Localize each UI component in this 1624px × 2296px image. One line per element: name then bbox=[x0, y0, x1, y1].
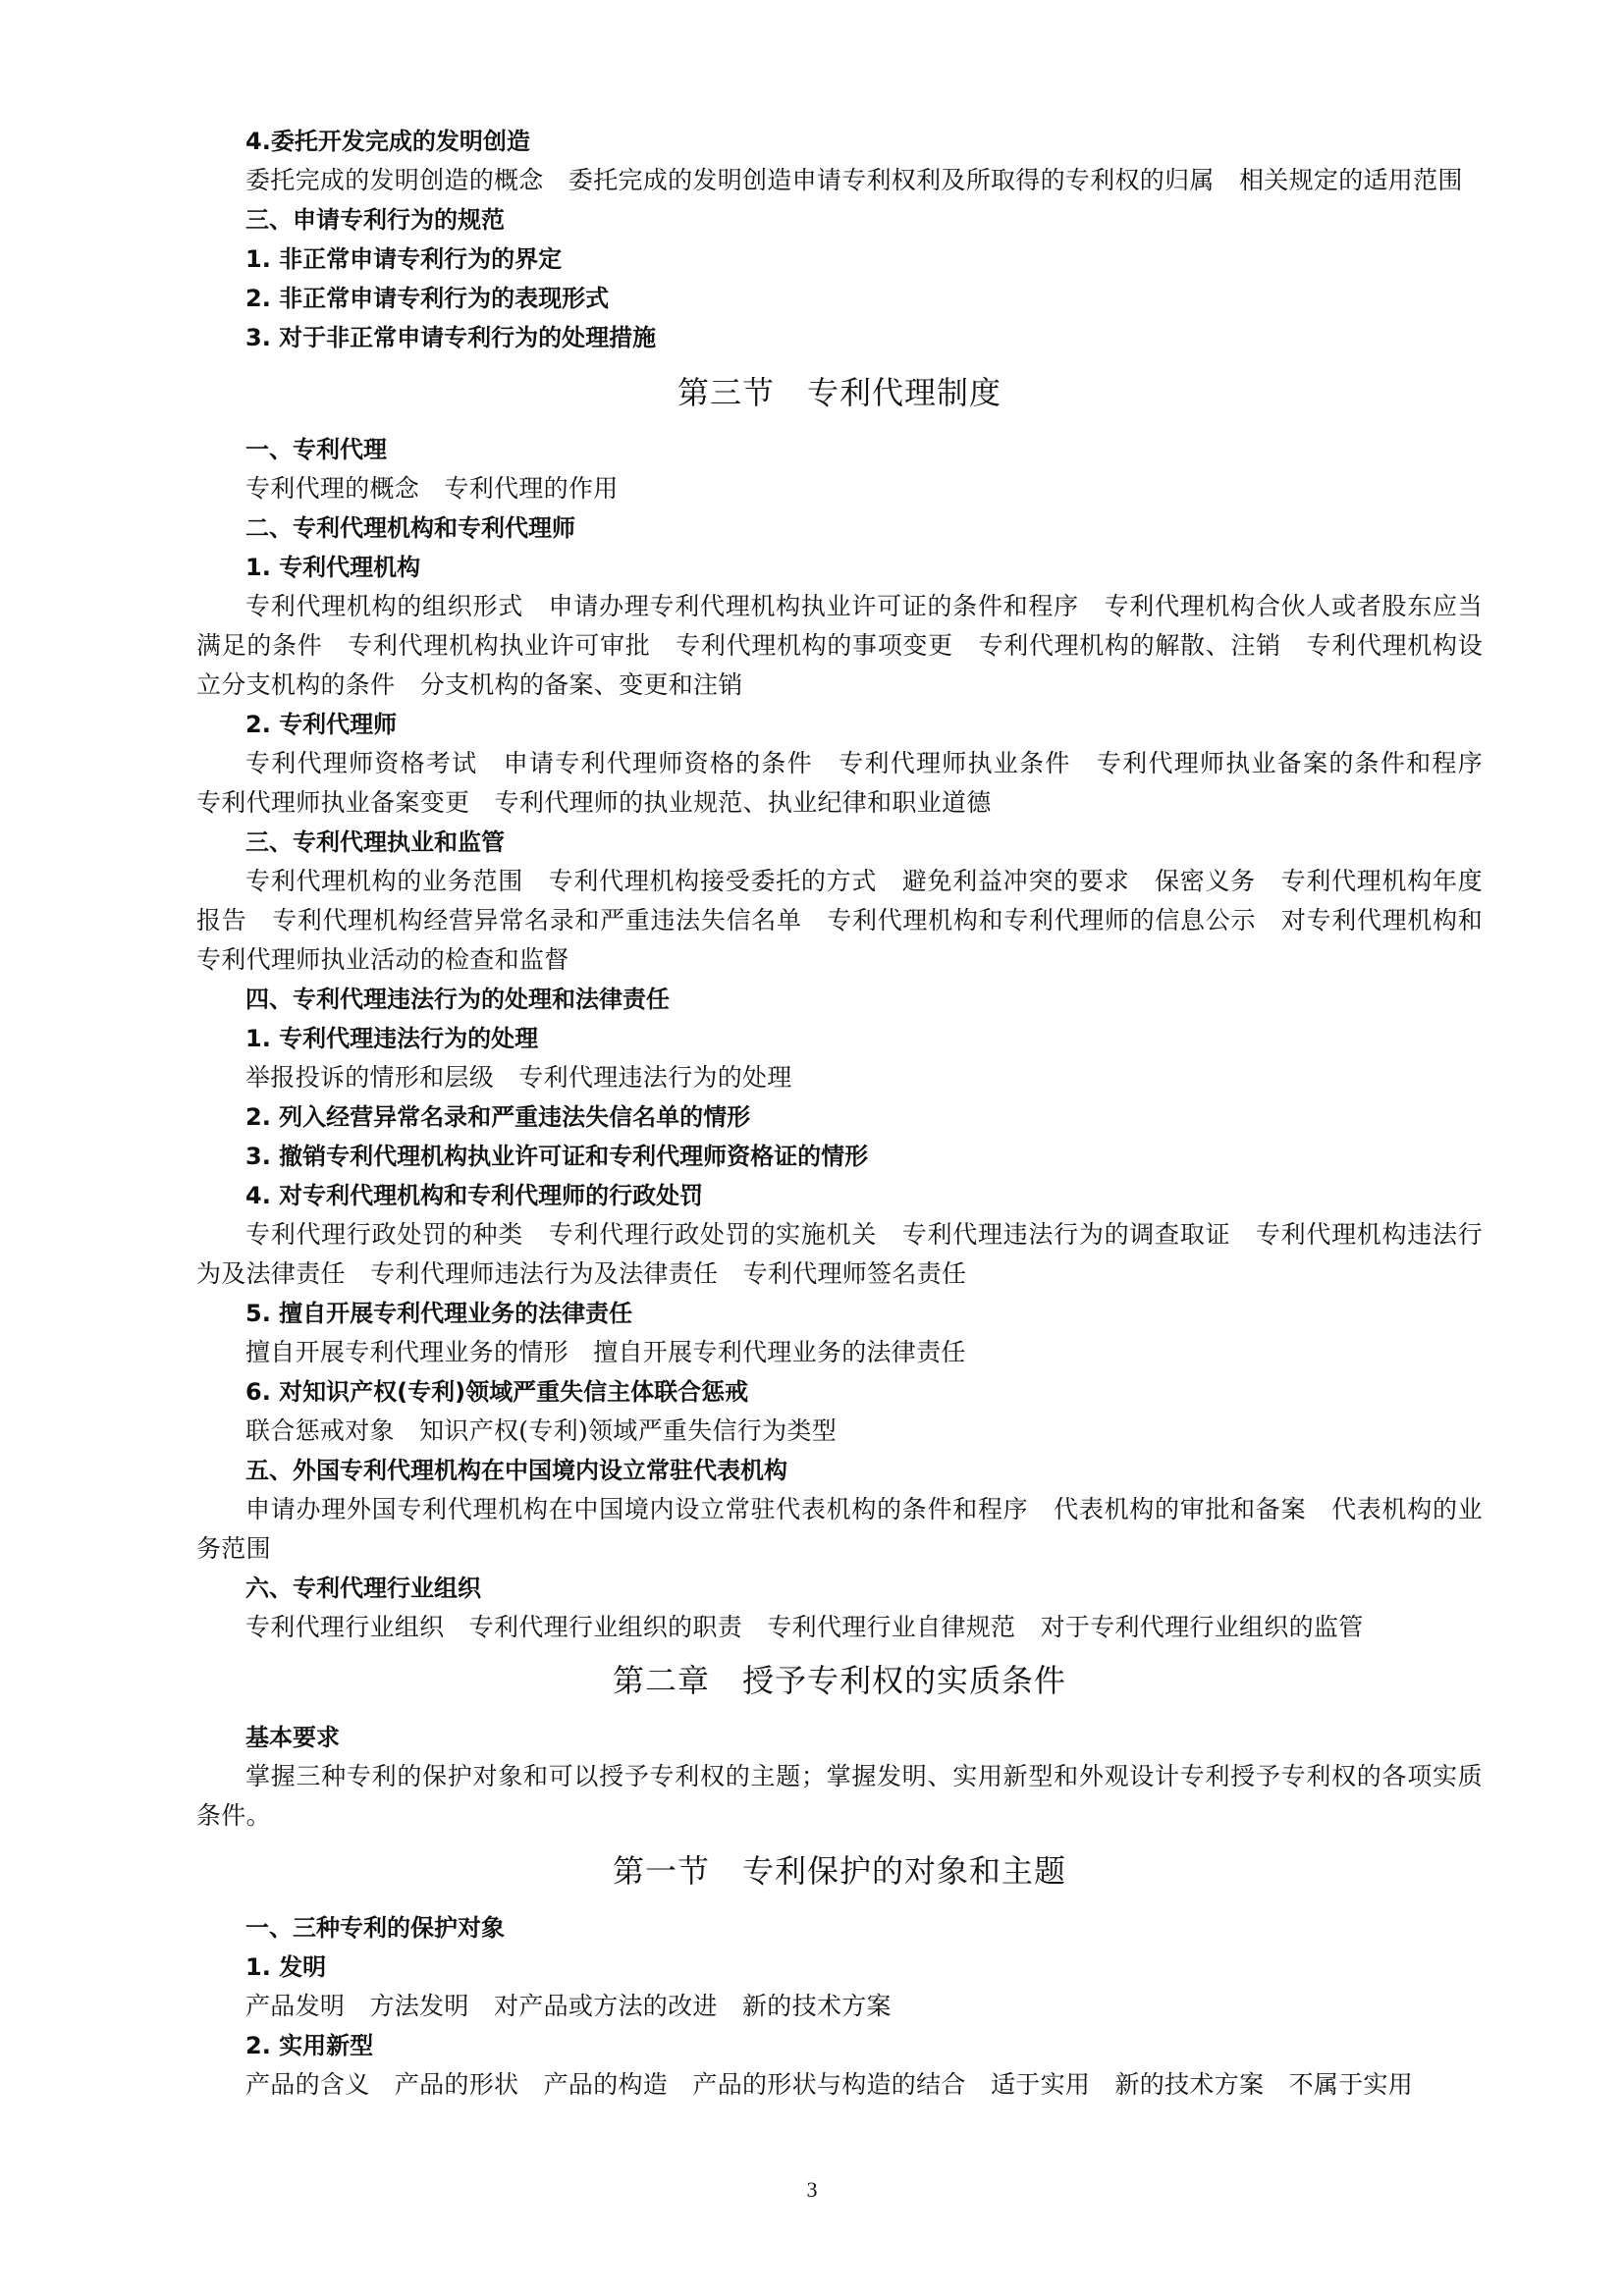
subheading: 2. 专利代理师 bbox=[245, 711, 398, 738]
subheading: 基本要求 bbox=[245, 1724, 340, 1751]
paragraph: 举报投诉的情形和层级 专利代理违法行为的处理 bbox=[245, 1063, 792, 1092]
paragraph: 产品发明 方法发明 对产品或方法的改进 新的技术方案 bbox=[245, 1992, 892, 2020]
paragraph: 委托完成的发明创造的概念 委托完成的发明创造申请专利权利及所取得的专利权的归属 相关规定的适用范围 bbox=[245, 166, 1463, 194]
subheading: 二、专利代理机构和专利代理师 bbox=[245, 514, 575, 542]
paragraph: 擅自开展专利代理业务的情形 擅自开展专利代理业务的法律责任 bbox=[245, 1338, 966, 1366]
paragraph: 专利代理行政处罚的种类 专利代理行政处罚的实施机关 专利代理违法行为的调查取证 专利代理机构违法行为及法律责任 专利代理师违法行为及法律责任 专利代理师签名责任 bbox=[196, 1220, 1483, 1288]
paragraph: 专利代理机构的业务范围 专利代理机构接受委托的方式 避免利益冲突的要求 保密义务 专利代理机构年度报告 专利代理机构经营异常名录和严重违法失信名单 专利代理机构和专利代理师的信息公示 对专利代理机构和专利代理师执业活动的检查和监督 bbox=[196, 867, 1483, 974]
subheading: 六、专利代理行业组织 bbox=[245, 1575, 481, 1602]
subheading: 2. 列入经营异常名录和严重违法失信名单的情形 bbox=[245, 1103, 751, 1131]
subheading: 4.委托开发完成的发明创造 bbox=[245, 128, 530, 155]
subheading: 五、外国专利代理机构在中国境内设立常驻代表机构 bbox=[245, 1457, 787, 1484]
paragraph: 掌握三种专利的保护对象和可以授予专利权的主题；掌握发明、实用新型和外观设计专利授予专利权的各项实质条件。 bbox=[196, 1762, 1483, 1830]
subheading: 三、申请专利行为的规范 bbox=[245, 206, 505, 234]
paragraph: 专利代理师资格考试 申请专利代理师资格的条件 专利代理师执业条件 专利代理师执业备案的条件和程序 专利代理师执业备案变更 专利代理师的执业规范、执业纪律和职业道德 bbox=[196, 749, 1508, 817]
page-content bbox=[196, 122, 1508, 2105]
subheading: 3. 对于非正常申请专利行为的处理措施 bbox=[245, 324, 657, 351]
subheading: 1. 发明 bbox=[245, 1953, 327, 1981]
subheading: 1. 专利代理违法行为的处理 bbox=[245, 1025, 539, 1052]
subheading: 4. 对专利代理机构和专利代理师的行政处罚 bbox=[245, 1182, 704, 1209]
subheading: 1. 非正常申请专利行为的界定 bbox=[245, 245, 563, 273]
subheading: 三、专利代理执业和监管 bbox=[245, 828, 505, 856]
paragraph: 申请办理外国专利代理机构在中国境内设立常驻代表机构的条件和程序 代表机构的审批和备案 代表机构的业务范围 bbox=[196, 1495, 1483, 1563]
paragraph: 产品的含义 产品的形状 产品的构造 产品的形状与构造的结合 适于实用 新的技术方案 不属于实用 bbox=[245, 2070, 1414, 2099]
subheading: 一、专利代理 bbox=[245, 436, 387, 463]
section-heading: 第三节 专利代理制度 bbox=[677, 374, 1001, 411]
subheading: 2. 非正常申请专利行为的表现形式 bbox=[245, 285, 610, 312]
paragraph: 专利代理行业组织 专利代理行业组织的职责 专利代理行业自律规范 对于专利代理行业组织的监管 bbox=[245, 1613, 1364, 1641]
page-number: 3 bbox=[806, 2177, 818, 2202]
paragraph: 专利代理的概念 专利代理的作用 bbox=[245, 474, 619, 503]
subheading: 5. 擅自开展专利代理业务的法律责任 bbox=[245, 1300, 633, 1327]
subheading: 四、专利代理违法行为的处理和法律责任 bbox=[245, 986, 670, 1013]
paragraph: 联合惩戒对象 知识产权(专利)领域严重失信行为类型 bbox=[245, 1416, 838, 1445]
subheading: 2. 实用新型 bbox=[245, 2032, 374, 2059]
subheading: 1. 专利代理机构 bbox=[245, 554, 421, 581]
section-heading: 第一节 专利保护的对象和主题 bbox=[612, 1852, 1066, 1890]
subheading: 3. 撤销专利代理机构执业许可证和专利代理师资格证的情形 bbox=[245, 1143, 869, 1170]
subheading: 一、三种专利的保护对象 bbox=[245, 1914, 505, 1942]
subheading: 6. 对知识产权(专利)领域严重失信主体联合惩戒 bbox=[245, 1378, 749, 1406]
paragraph: 专利代理机构的组织形式 申请办理专利代理机构执业许可证的条件和程序 专利代理机构合伙人或者股东应当满足的条件 专利代理机构执业许可审批 专利代理机构的事项变更 专利代理机构的解散、注销 专利代理机构设立分支机构的条件 分支机构的备案、变更和注销 bbox=[196, 592, 1483, 699]
chapter-heading: 第二章 授予专利权的实质条件 bbox=[612, 1662, 1066, 1699]
